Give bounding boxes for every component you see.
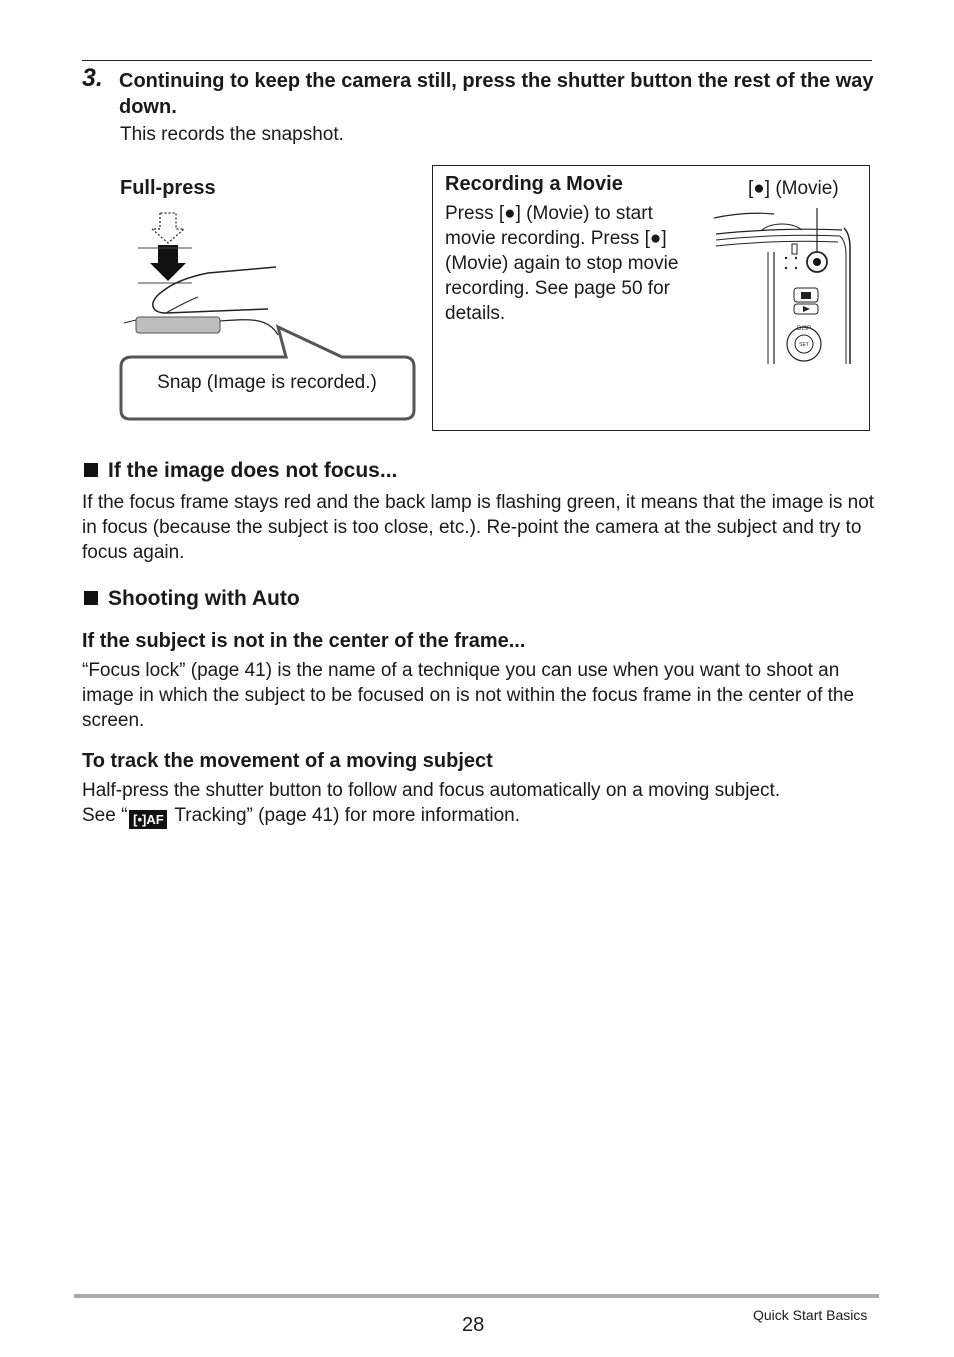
footer-section-title: Quick Start Basics [753, 1307, 868, 1323]
step-title: Continuing to keep the camera still, press the shutter button the rest of the way down. [119, 70, 874, 118]
footer-rule [74, 1294, 879, 1298]
section-focus-heading: If the image does not focus... [84, 459, 397, 483]
shutter-button [136, 317, 220, 333]
snap-callout-text: Snap (Image is recorded.) [157, 372, 377, 393]
section-focus-body: If the focus frame stays red and the back lamp is flashing green, it means that the image is not in focus (because the subject is too close, etc.). Re-point the camera at the subject and try to focus again. [82, 492, 875, 563]
section-auto-heading: Shooting with Auto [84, 587, 300, 611]
subsection-tracking-heading: To track the movement of a moving subject [82, 750, 493, 772]
step-number: 3. [82, 64, 103, 92]
tracking-af-icon: [•]AF [129, 810, 167, 829]
camera-back-illustration [712, 204, 857, 368]
full-press-label: Full-press [120, 177, 216, 199]
subsection-center-body: “Focus lock” (page 41) is the name of a technique you can use when you want to shoot an image in which the subject to be focused on is not within the focus frame in the center of the screen. [82, 660, 855, 731]
movie-box-title: Recording a Movie [445, 173, 623, 195]
step-subtitle: This records the snapshot. [120, 124, 344, 145]
disp-label: DISP [796, 326, 812, 332]
subsection-tracking-body: Half-press the shutter button to follow and focus automatically on a moving subject. See “ [•]AF Tracking” (page 41) for more information. [82, 780, 781, 827]
square-bullet-icon [84, 591, 98, 605]
top-rule [82, 60, 872, 61]
press-arrow-icon [150, 245, 186, 281]
movie-button-callout: [●] (Movie) [748, 178, 839, 199]
page-number: 28 [462, 1314, 485, 1336]
set-label: SET [799, 342, 809, 348]
movie-box-body: Press [●] (Movie) to start movie recording. Press [●] (Movie) again to stop movie recording. See page 50 for details. [445, 203, 679, 324]
square-bullet-icon [84, 463, 98, 477]
movie-record-icon [807, 252, 827, 272]
subsection-center-heading: If the subject is not in the center of the frame... [82, 630, 526, 652]
dotted-arrow-icon [152, 213, 184, 243]
